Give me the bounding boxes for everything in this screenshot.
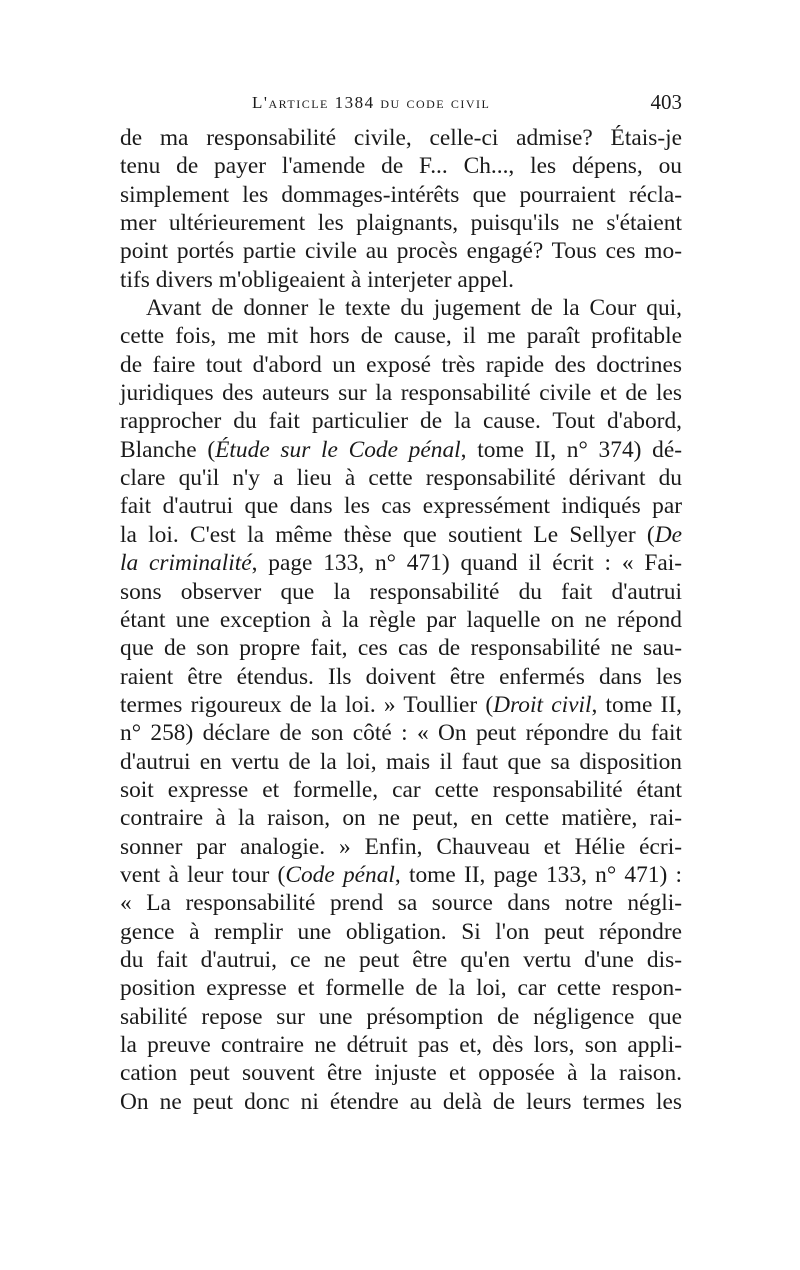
text-line: gence à remplir une obligation. Si l'on peut répondre <box>120 918 682 945</box>
text-line: raient être étendus. Ils doivent être enfermés dans les <box>120 663 682 690</box>
text-line: clare qu'il n'y a lieu à cette responsabilité dérivant du <box>120 465 682 492</box>
text-line: de faire tout d'abord un exposé très rapide des doctrines <box>120 351 682 378</box>
running-head <box>120 90 682 119</box>
text-line <box>120 521 682 549</box>
body-text <box>120 124 682 1116</box>
italic-title: Code pénal <box>285 861 395 888</box>
text-line: sons observer que la responsabilité du fait d'autrui <box>120 578 682 605</box>
text-line: rapprocher du fait particulier de la cause. Tout d'abord, <box>120 408 682 435</box>
text-line: mer ultérieurement les plaignants, puisqu'ils ne s'étaient <box>120 210 682 237</box>
text-line: de ma responsabilité civile, celle-ci admise? Étais-je <box>120 125 682 151</box>
italic-title: Étude sur le Code pénal <box>215 436 461 463</box>
text-line: étant une exception à la règle par laquelle on ne répond <box>120 606 682 633</box>
page-number: 403 <box>650 90 682 114</box>
text-line: Avant de donner le texte du jugement de la Cour qui, <box>146 295 682 322</box>
italic-title: Droit civil <box>493 691 592 718</box>
text-line: d'autrui en vertu de la loi, mais il faut que sa disposition <box>120 748 682 775</box>
italic-title: De <box>654 521 682 548</box>
text-line: fait d'autrui que dans les cas expressément indiqués par <box>120 493 682 520</box>
text-line: simplement les dommages-intérêts que pourraient récla- <box>120 181 682 208</box>
text-line <box>120 436 682 464</box>
text-line: cation peut souvent être injuste et opposée à la raison. <box>120 1060 682 1087</box>
text-segment: vent à leur tour ( <box>120 861 286 888</box>
text-line <box>120 861 682 889</box>
text-segment: Blanche ( <box>120 436 216 463</box>
text-line: point portés partie civile au procès engagé? Tous ces mo- <box>120 238 682 265</box>
text-line: tenu de payer l'amende de F... Ch..., les dépens, ou <box>120 153 682 180</box>
text-line: que de son propre fait, ces cas de responsabilité ne sau- <box>120 635 682 662</box>
text-line <box>120 549 682 577</box>
text-segment: , page 133, n° 471) quand il écrit : « Fai- <box>251 550 683 577</box>
text-line: la preuve contraire ne détruit pas et, dès lors, son appli- <box>120 1032 682 1058</box>
text-line: cette fois, me mit hors de cause, il me paraît profitable <box>120 323 682 350</box>
text-line: du fait d'autrui, ce ne peut être qu'en vertu d'une dis- <box>120 946 682 973</box>
text-line <box>120 691 682 719</box>
text-line: juridiques des auteurs sur la responsabilité civile et de les <box>120 380 682 407</box>
text-segment: termes rigoureux de la loi. » Toullier ( <box>120 691 494 718</box>
text-line: soit expresse et formelle, car cette responsabilité étant <box>120 776 682 803</box>
text-line: « La responsabilité prend sa source dans notre négli- <box>120 890 682 917</box>
text-line: sonner par analogie. » Enfin, Chauveau et Hélie écri- <box>120 833 682 860</box>
text-segment: , tome II, n° 374) dé- <box>460 436 682 463</box>
text-segment: la loi. C'est la même thèse que soutient Le Sellyer ( <box>120 521 655 548</box>
text-line: n° 258) déclare de son côté : « On peut répondre du fait <box>120 720 682 747</box>
italic-title: la criminalité <box>120 550 252 577</box>
running-title: L'article 1384 du code civil <box>252 93 491 112</box>
text-line: position expresse et formelle de la loi, car cette respon- <box>120 975 682 1002</box>
text-line: sabilité repose sur une présomption de négligence que <box>120 1003 682 1030</box>
text-segment: , tome II, <box>591 691 682 718</box>
text-line: On ne peut donc ni étendre au delà de leurs termes les <box>120 1088 682 1115</box>
text-line: tifs divers m'obligeaient à interjeter appel. <box>120 266 514 293</box>
text-segment: , tome II, page 133, n° 471) : <box>394 861 682 888</box>
text-line: contraire à la raison, on ne peut, en cette matière, rai- <box>120 805 682 832</box>
